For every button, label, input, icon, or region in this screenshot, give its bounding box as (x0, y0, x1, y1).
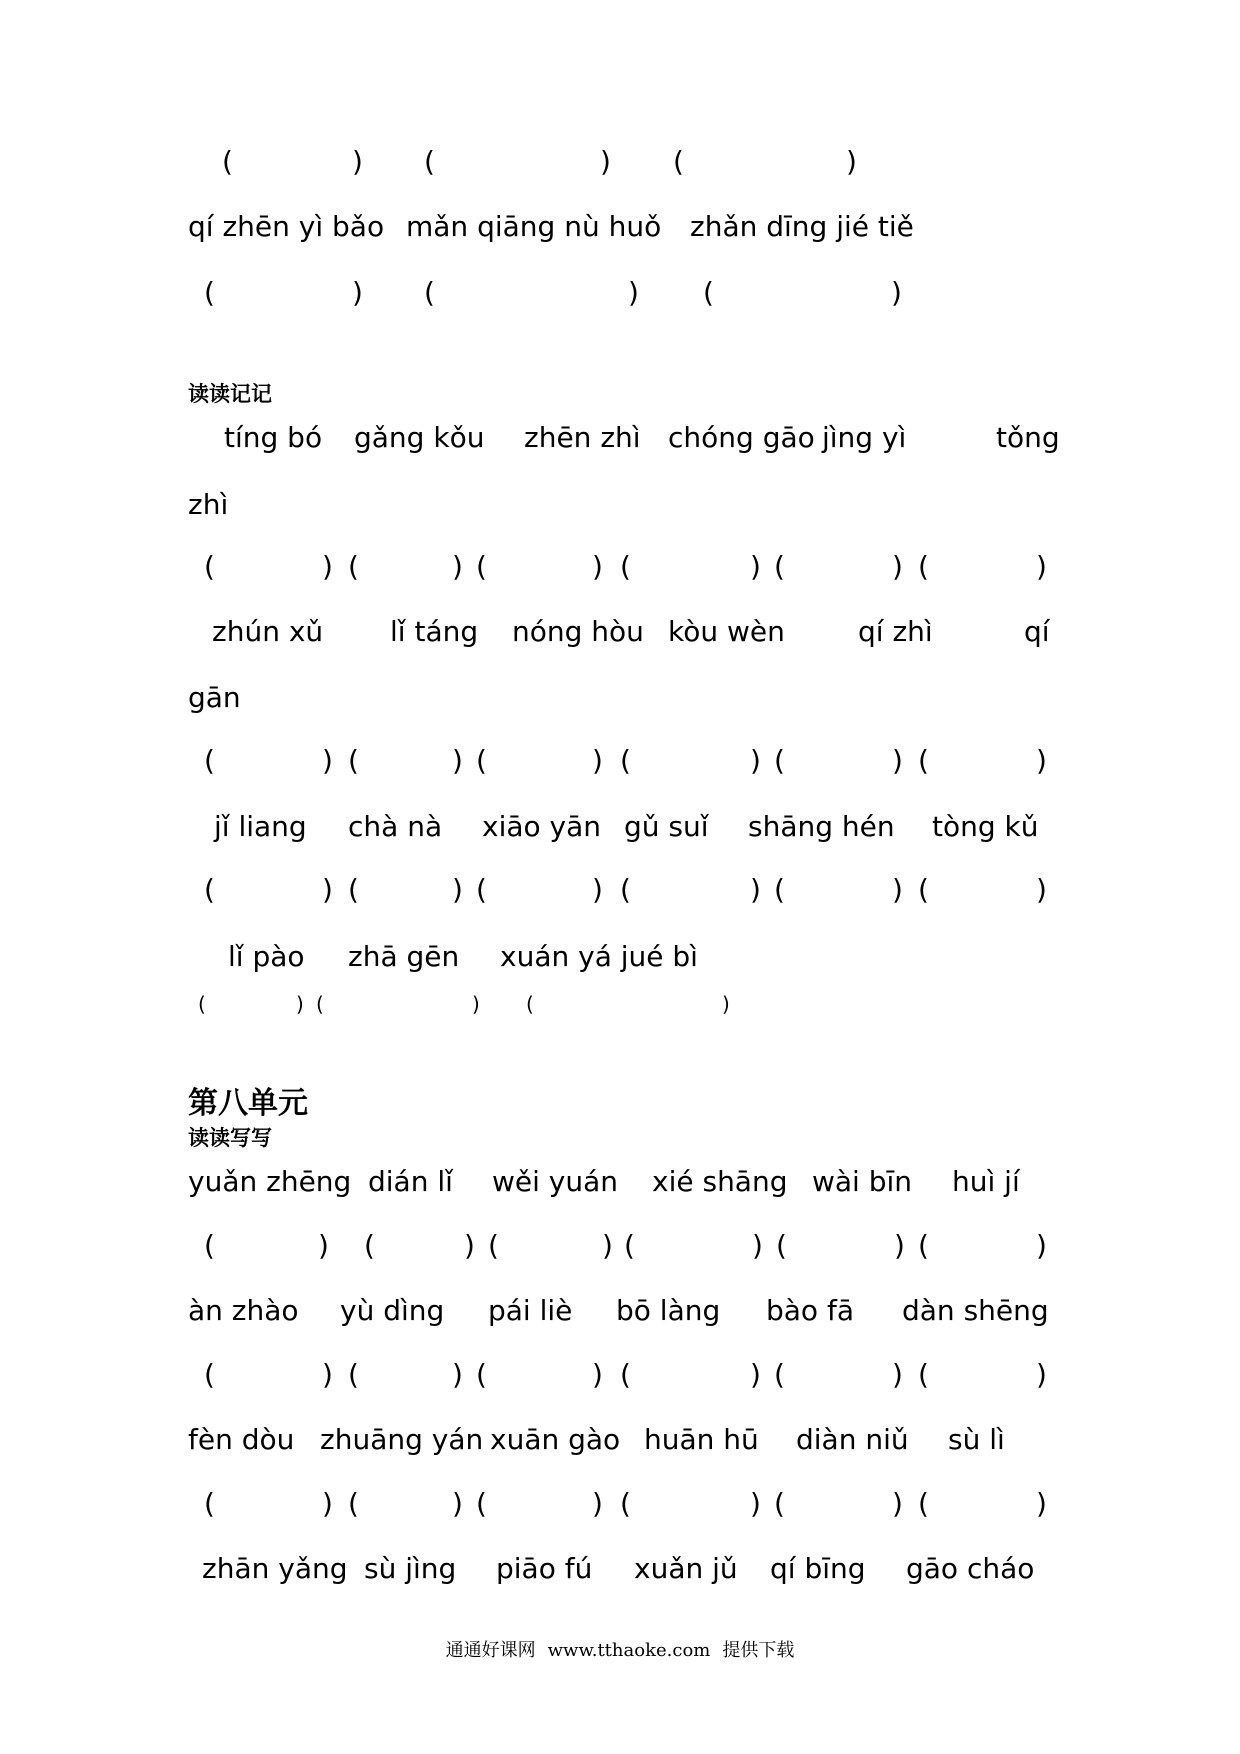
unit-heading: 第八单元 (188, 1086, 308, 1121)
pinyin-word: xuǎn jǔ (634, 1552, 738, 1585)
answer-bracket: ) (464, 1229, 475, 1262)
footer-url[interactable]: www.tthaoke.com (547, 1640, 711, 1661)
answer-blank-row (0, 1355, 1240, 1395)
answer-bracket: ) (452, 744, 463, 777)
pinyin-word: shāng hén (748, 810, 895, 843)
pinyin-word: lǐ táng (390, 615, 479, 648)
answer-bracket: ) (592, 873, 603, 906)
answer-blank-row (0, 870, 1240, 910)
answer-bracket: ( (774, 744, 785, 777)
answer-bracket: ( (348, 1358, 359, 1391)
answer-bracket: ( (204, 1229, 215, 1262)
answer-bracket: ( (476, 1358, 487, 1391)
page-footer (0, 1636, 1240, 1662)
answer-bracket: ( (204, 550, 215, 583)
answer-bracket: ( (776, 1229, 787, 1262)
pinyin-word: xié shāng (652, 1165, 788, 1198)
answer-bracket: ) (322, 550, 333, 583)
answer-bracket: ) (892, 1487, 903, 1520)
answer-bracket: ) (892, 550, 903, 583)
answer-bracket: ( (673, 145, 684, 178)
pinyin-word: àn zhào (188, 1294, 299, 1327)
pinyin-word: chà nà (348, 810, 443, 843)
answer-bracket: ( (918, 550, 929, 583)
answer-bracket: ( (348, 873, 359, 906)
answer-bracket: ) (1036, 550, 1047, 583)
answer-bracket: ) (750, 873, 761, 906)
answer-bracket: ) (322, 744, 333, 777)
answer-bracket: ( (476, 873, 487, 906)
pinyin-word: lǐ pào (228, 940, 305, 973)
answer-bracket: ) (600, 145, 611, 178)
pinyin-row (0, 418, 1240, 458)
answer-bracket: ) (750, 1358, 761, 1391)
pinyin-word: dián lǐ (368, 1165, 453, 1198)
answer-bracket: ( (624, 1229, 635, 1262)
pinyin-word: zhì (188, 488, 229, 521)
answer-bracket: ( (526, 992, 534, 1016)
answer-bracket: ( (918, 1229, 929, 1262)
pinyin-word: xuán yá jué bì (500, 940, 698, 973)
answer-bracket: ( (204, 744, 215, 777)
answer-blank-row (0, 741, 1240, 781)
pinyin-word: pái liè (488, 1294, 573, 1327)
answer-bracket: ( (424, 276, 435, 309)
pinyin-word: zhún xǔ (212, 615, 324, 648)
pinyin-word: jìng yì (822, 421, 907, 454)
pinyin-word: zhān yǎng (202, 1552, 348, 1585)
answer-bracket: ( (918, 744, 929, 777)
answer-bracket: ( (476, 744, 487, 777)
pinyin-word: wěi yuán (492, 1165, 619, 1198)
answer-bracket: ) (752, 1229, 763, 1262)
answer-bracket: ( (620, 550, 631, 583)
pinyin-word: xuān gào (490, 1423, 621, 1456)
pinyin-row (0, 207, 1240, 247)
answer-bracket: ( (918, 1358, 929, 1391)
footer-note: 提供下载 (722, 1640, 795, 1661)
pinyin-word: piāo fú (496, 1552, 593, 1585)
answer-bracket: ) (722, 992, 730, 1016)
pinyin-word: bào fā (766, 1294, 854, 1327)
answer-bracket: ) (894, 1229, 905, 1262)
answer-bracket: ) (592, 550, 603, 583)
answer-bracket: ) (892, 873, 903, 906)
answer-bracket: ( (476, 550, 487, 583)
answer-bracket: ) (472, 992, 480, 1016)
answer-bracket: ) (750, 1487, 761, 1520)
pinyin-row (0, 1549, 1240, 1589)
answer-bracket: ) (296, 992, 304, 1016)
pinyin-word: zhǎn dīng jié tiě (690, 210, 914, 243)
answer-bracket: ( (204, 276, 215, 309)
answer-bracket: ( (198, 992, 206, 1016)
answer-blank-row (0, 1226, 1240, 1266)
pinyin-word: tǒng (996, 421, 1060, 454)
answer-bracket: ( (774, 1358, 785, 1391)
pinyin-word: tíng bó (224, 421, 323, 454)
answer-blank-row (0, 1484, 1240, 1524)
pinyin-word: huì jí (952, 1165, 1020, 1198)
pinyin-row (0, 485, 1240, 525)
pinyin-word: qí (1024, 615, 1050, 648)
answer-bracket: ) (891, 276, 902, 309)
pinyin-row (0, 807, 1240, 847)
pinyin-row (0, 1162, 1240, 1202)
answer-bracket: ) (628, 276, 639, 309)
pinyin-word: zhuāng yán (320, 1423, 484, 1456)
answer-bracket: ( (316, 992, 324, 1016)
pinyin-word: qí zhì (858, 615, 933, 648)
answer-bracket: ( (620, 744, 631, 777)
answer-bracket: ) (892, 1358, 903, 1391)
pinyin-row (0, 1291, 1240, 1331)
pinyin-word: tòng kǔ (932, 810, 1039, 843)
answer-bracket: ( (348, 744, 359, 777)
answer-bracket: ( (774, 873, 785, 906)
answer-bracket: ( (364, 1229, 375, 1262)
pinyin-word: sù jìng (364, 1552, 457, 1585)
answer-bracket: ( (348, 550, 359, 583)
pinyin-word: nóng hòu (512, 615, 644, 648)
answer-bracket: ) (352, 276, 363, 309)
answer-bracket: ( (703, 276, 714, 309)
answer-bracket: ) (352, 145, 363, 178)
answer-bracket: ( (620, 1487, 631, 1520)
pinyin-word: diàn niǔ (796, 1423, 909, 1456)
answer-bracket: ) (846, 145, 857, 178)
pinyin-word: gān (188, 681, 241, 714)
answer-bracket: ) (1036, 1358, 1047, 1391)
pinyin-word: gǎng kǒu (354, 421, 485, 454)
answer-bracket: ) (452, 1358, 463, 1391)
answer-bracket: ( (774, 1487, 785, 1520)
pinyin-word: yù dìng (340, 1294, 445, 1327)
answer-bracket: ) (322, 1487, 333, 1520)
pinyin-word: qí bīng (770, 1552, 866, 1585)
answer-bracket: ) (452, 873, 463, 906)
answer-bracket: ) (318, 1229, 329, 1262)
pinyin-word: chóng gāo (668, 421, 815, 454)
answer-blank-row (0, 142, 1240, 182)
pinyin-word: wài bīn (812, 1165, 913, 1198)
answer-bracket: ) (750, 550, 761, 583)
pinyin-word: zhēn zhì (524, 421, 641, 454)
answer-bracket: ) (452, 1487, 463, 1520)
answer-bracket: ) (592, 744, 603, 777)
answer-bracket: ) (592, 1358, 603, 1391)
pinyin-word: zhā gēn (348, 940, 460, 973)
pinyin-word: sù lì (948, 1423, 1005, 1456)
answer-bracket: ) (892, 744, 903, 777)
answer-bracket: ( (424, 145, 435, 178)
answer-blank-row (0, 547, 1240, 587)
answer-blank-row (0, 984, 1240, 1024)
answer-bracket: ( (204, 1487, 215, 1520)
answer-bracket: ) (452, 550, 463, 583)
pinyin-row (0, 678, 1240, 718)
answer-bracket: ) (750, 744, 761, 777)
answer-bracket: ( (620, 873, 631, 906)
answer-blank-row (0, 273, 1240, 313)
answer-bracket: ( (348, 1487, 359, 1520)
pinyin-row (0, 1420, 1240, 1460)
pinyin-word: bō làng (616, 1294, 721, 1327)
answer-bracket: ( (774, 550, 785, 583)
pinyin-word: mǎn qiāng nù huǒ (406, 210, 662, 243)
pinyin-word: gǔ suǐ (624, 810, 709, 843)
pinyin-word: fèn dòu (188, 1423, 295, 1456)
answer-bracket: ) (1036, 744, 1047, 777)
answer-bracket: ( (488, 1229, 499, 1262)
pinyin-word: yuǎn zhēng (188, 1165, 352, 1198)
pinyin-row (0, 612, 1240, 652)
pinyin-word: kòu wèn (668, 615, 785, 648)
pinyin-word: dàn shēng (902, 1294, 1049, 1327)
answer-bracket: ) (322, 873, 333, 906)
answer-bracket: ( (476, 1487, 487, 1520)
answer-bracket: ) (322, 1358, 333, 1391)
answer-bracket: ( (620, 1358, 631, 1391)
answer-bracket: ( (204, 873, 215, 906)
answer-bracket: ) (602, 1229, 613, 1262)
answer-bracket: ( (918, 1487, 929, 1520)
answer-bracket: ( (918, 873, 929, 906)
pinyin-word: qí zhēn yì bǎo (188, 210, 385, 243)
answer-bracket: ( (204, 1358, 215, 1391)
answer-bracket: ) (1036, 1487, 1047, 1520)
pinyin-word: xiāo yān (482, 810, 602, 843)
section-heading-read-remember: 读读记记 (188, 382, 272, 406)
section-heading-read-write: 读读写写 (188, 1126, 272, 1150)
pinyin-word: huān hū (644, 1423, 759, 1456)
pinyin-row (0, 937, 1240, 977)
pinyin-word: gāo cháo (906, 1552, 1035, 1585)
pinyin-word: jǐ liang (214, 810, 307, 843)
answer-bracket: ( (222, 145, 233, 178)
answer-bracket: ) (592, 1487, 603, 1520)
answer-bracket: ) (1036, 873, 1047, 906)
answer-bracket: ) (1036, 1229, 1047, 1262)
footer-site-name: 通通好课网 (445, 1640, 536, 1661)
